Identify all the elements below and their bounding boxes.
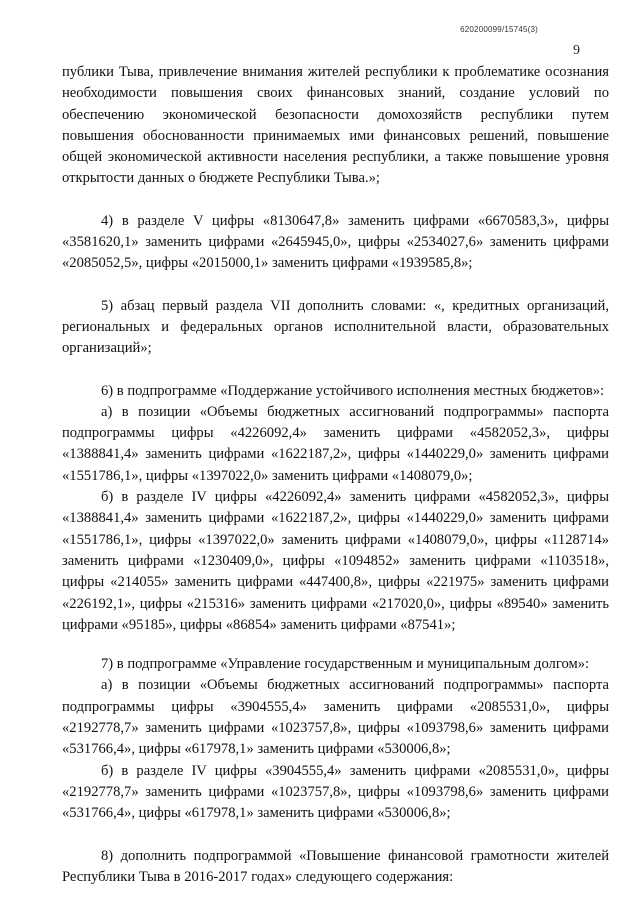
- paragraph-item-8: 8) дополнить подпрограммой «Повышение финансовой грамотности жителей Республики Тыва в 2016-2017 годах» следующего содержания:: [62, 847, 609, 885]
- paragraph-item-5: 5) абзац первый раздела VII дополнить словами: «, кредитных организаций, региональных и федеральных органов исполнительной власти, образовательных организаций»;: [62, 297, 609, 357]
- document-code: 620200099/15745(3): [460, 25, 538, 34]
- paragraph-item-6a: а) в позиции «Объемы бюджетных ассигнований подпрограммы» паспорта подпрограммы цифры «4226092,4» заменить цифрами «4582052,3», цифры «1388841,4» заменить цифрами «1622187,2», цифры «1440229,0» заменить цифрами «1551786,1», цифры «1397022,0» заменить цифрами «1408079,0»;: [62, 403, 609, 484]
- paragraph-item-7: 7) в подпрограмме «Управление государственным и муниципальным долгом»:: [101, 656, 590, 673]
- paragraph-item-4: 4) в разделе V цифры «8130647,8» заменить цифрами «6670583,3», цифры «3581620,1» заменить цифрами «2645945,0», цифры «2534027,6» заменить цифрами «2085052,5», цифры «2015000,1» заменить цифрами «1939585,8»;: [62, 212, 609, 272]
- paragraph-item-7b: б) в разделе IV цифры «3904555,4» заменить цифрами «2085531,0», цифры «2192778,7» заменить цифрами «1023757,8», цифры «1093798,6» заменить цифрами «531766,4», цифры «617978,1» заменить цифрами «530006,8»;: [62, 762, 609, 822]
- paragraph-item-6b: б) в разделе IV цифры «4226092,4» заменить цифрами «4582052,3», цифры «1388841,4» заменить цифрами «1622187,2», цифры «1440229,0» заменить цифрами «1551786,1», цифры «1397022,0» заменить цифрами «1408079,0», цифры «1128714» заменить цифрами «1230409,0», цифры «1094852» заменить цифрами «1103518», цифры «214055» заменить цифрами «447400,8», цифры «221975» заменить цифрами «226192,1», цифры «215316» заменить цифрами «217020,0», цифры «89540» заменить цифрами «95185», цифры «86854» заменить цифрами «87541»;: [62, 489, 609, 633]
- document-body: [62, 62, 609, 888]
- paragraph-continuation: публики Тыва, привлечение внимания жителей республики к проблематике осознания необходимости повышения своих финансовых знаний, создание условий по обеспечению экономической безопасности домохозяйств республики путем повышения обоснованности принимаемых ими финансовых решений, повышение общей экономической активности населения республики, а также повышение уровня открытости данных о бюджете Республики Тыва.»;: [62, 64, 609, 187]
- paragraph-item-6: 6) в подпрограмме «Поддержание устойчивого исполнения местных бюджетов»:: [101, 382, 605, 399]
- page-number: 9: [573, 43, 580, 58]
- paragraph-item-7a: а) в позиции «Объемы бюджетных ассигнований подпрограммы» паспорта подпрограммы цифры «3904555,4» заменить цифрами «2085531,0», цифры «2192778,7» заменить цифрами «1023757,8», цифры «1093798,6» заменить цифрами «531766,4», цифры «617978,1» заменить цифрами «530006,8»;: [62, 677, 609, 758]
